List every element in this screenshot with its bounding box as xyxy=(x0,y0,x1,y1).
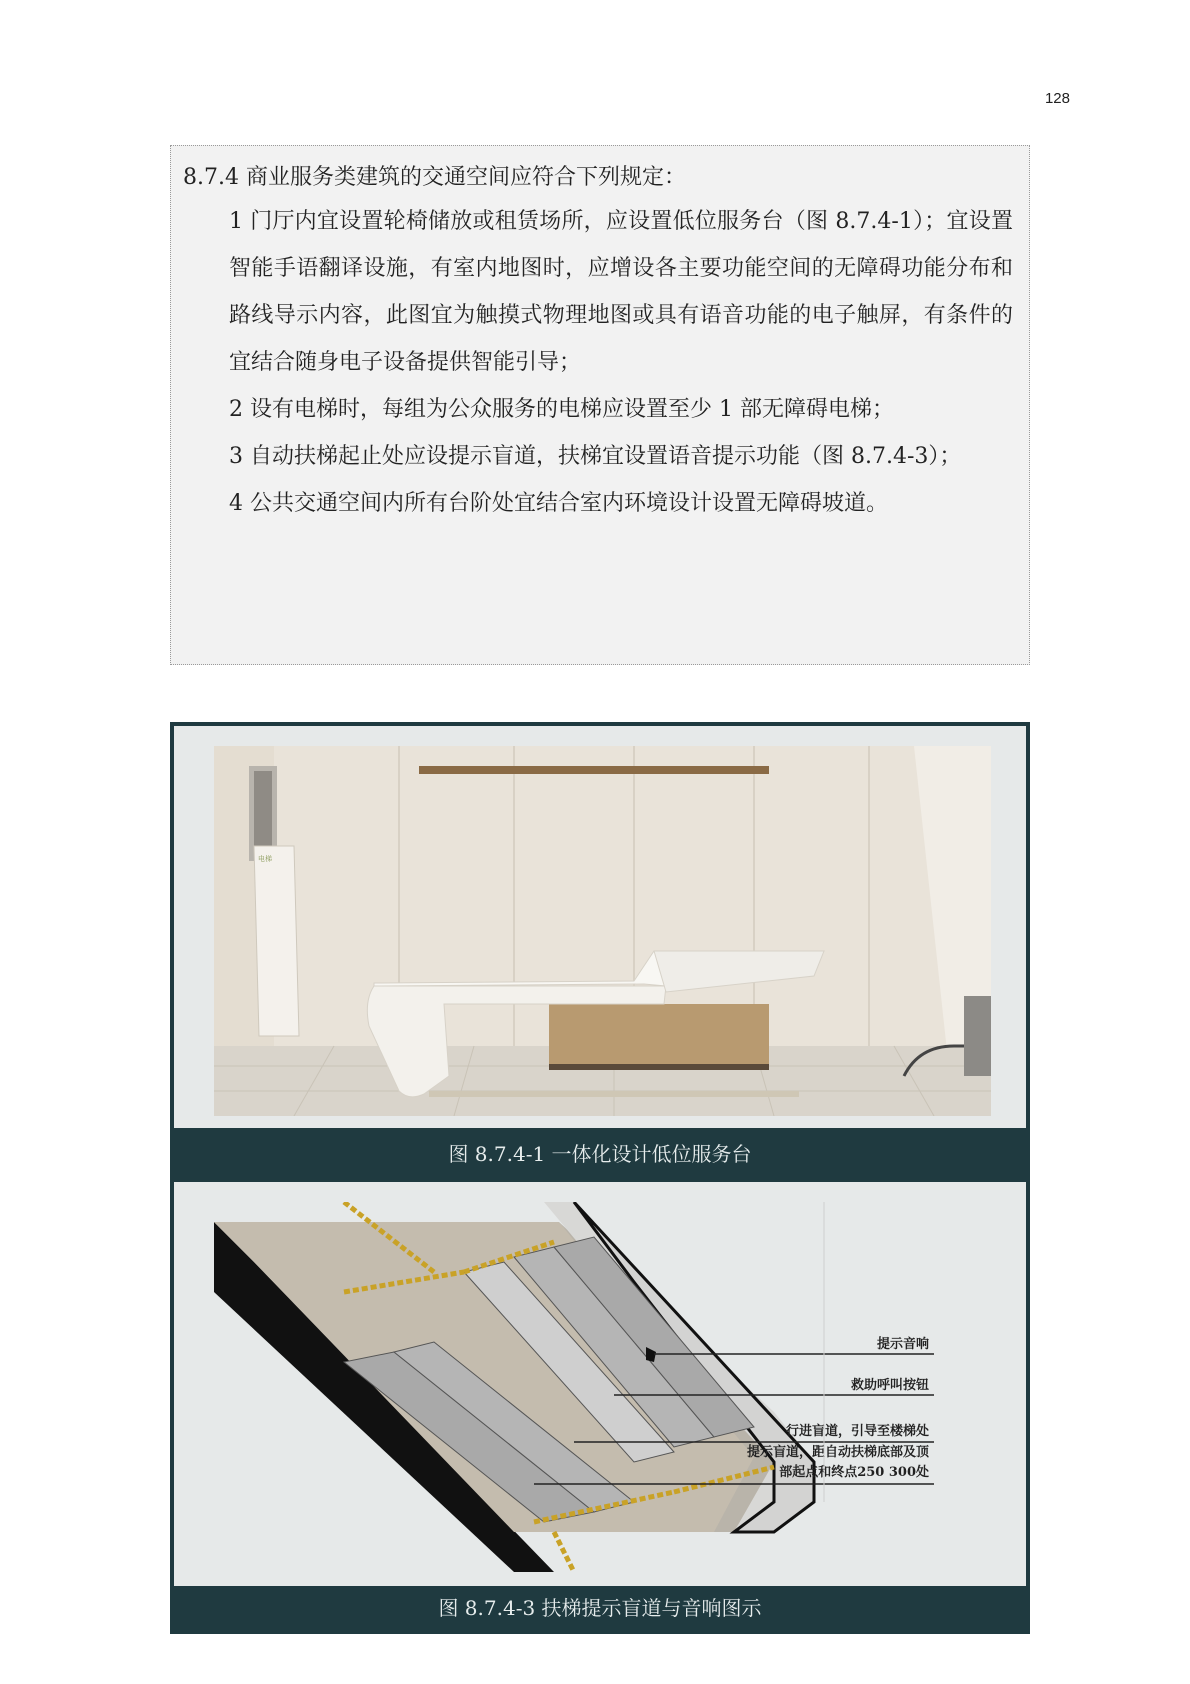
guide-path-callout: 行进盲道，引导至楼梯处 xyxy=(785,1424,929,1439)
clause-item: 2 设有电梯时，每组为公众服务的电梯应设置至少 1 部无障碍电梯； xyxy=(229,397,894,422)
page-number: 128 xyxy=(1044,90,1070,107)
sign-text: 电梯 xyxy=(258,855,272,863)
warning-path-callout-2: 部起点和终点250 300处 xyxy=(779,1465,929,1480)
clause-item: 4 公共交通空间内所有台阶处宜结合室内环境设计设置无障碍坡道。 xyxy=(229,491,888,516)
svg-text:电梯 xyxy=(258,854,272,863)
clause-title: 8.7.4 商业服务类建筑的交通空间应符合下列规定： xyxy=(183,165,686,190)
figure-1-area xyxy=(174,726,1026,1128)
service-desk-photo xyxy=(214,746,991,1116)
clause-item: 3 自动扶梯起止处应设提示盲道，扶梯宜设置语音提示功能（图 8.7.4-3）； xyxy=(229,444,962,469)
speaker-callout: 提示音响 xyxy=(876,1337,929,1352)
warning-path-callout-1: 提示盲道，距自动扶梯底部及顶 xyxy=(746,1445,929,1460)
help-button-callout: 救助呼叫按钮 xyxy=(850,1378,929,1393)
figure-3-caption: 图 8.7.4-3 扶梯提示盲道与音响图示 xyxy=(438,1596,762,1620)
clause-box xyxy=(170,145,1030,665)
clause-items xyxy=(229,198,1013,527)
escalator-diagram xyxy=(214,1202,991,1572)
figure-1-caption: 图 8.7.4-1 一体化设计低位服务台 xyxy=(448,1142,752,1166)
figure-3-area xyxy=(174,1182,1026,1586)
figures-panel xyxy=(170,722,1030,1634)
clause-item: 1 门厅内宜设置轮椅储放或租赁场所，应设置低位服务台（图 8.7.4-1）；宜设置智能手语翻译设施，有室内地图时，应增设各主要功能空间的无障碍功能分布和路线导示内容，此图宜为触摸式物理地图或具有语音功能的电子触屏，有条件的宜结合随身电子设备提供智能引导； xyxy=(229,209,1013,375)
